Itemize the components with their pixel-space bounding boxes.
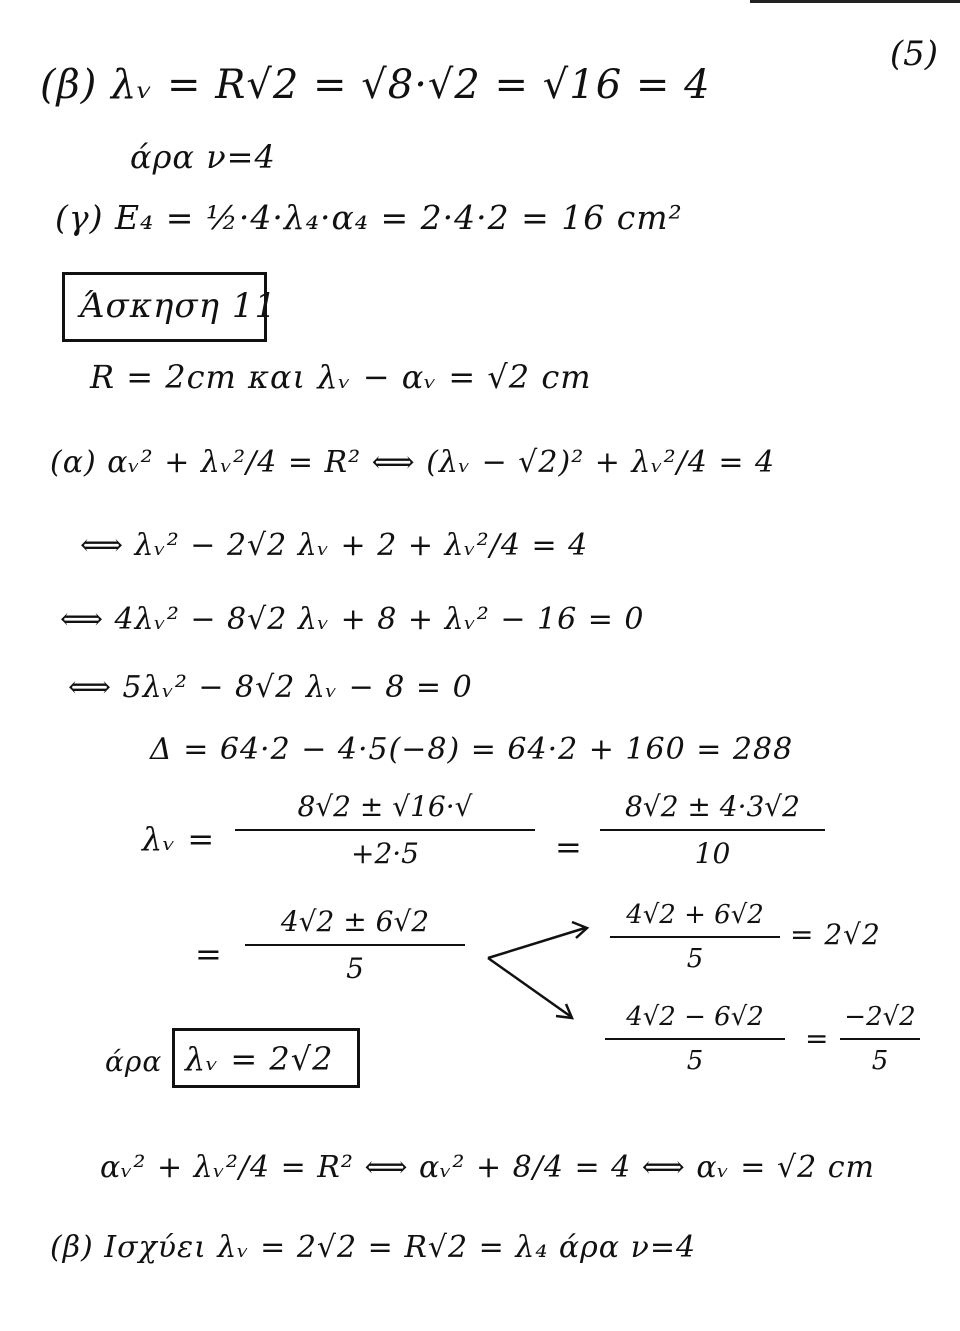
- reduced-numerator: 4√2 ± 6√2: [280, 905, 430, 938]
- equals-sign: =: [555, 828, 583, 866]
- discriminant: Δ = 64·2 − 4·5(−8) = 64·2 + 160 = 288: [150, 732, 794, 767]
- simplified-numerator: 8√2 ± 4·3√2: [625, 790, 800, 823]
- reduced-denominator: 5: [346, 952, 364, 985]
- step-a-2: ⟺ λᵥ² − 2√2 λᵥ + 2 + λᵥ²/4 = 4: [80, 528, 589, 563]
- quadratic-formula-numerator: 8√2 ± √16·√: [297, 790, 473, 823]
- fraction-bar: [605, 1038, 785, 1040]
- part-b-final: (β) Ισχύει λᵥ = 2√2 = R√2 = λ₄ άρα ν=4: [50, 1230, 697, 1265]
- negative-root-fraction: [605, 1002, 785, 1076]
- step-a-3: ⟺ 4λᵥ² − 8√2 λᵥ + 8 + λᵥ² − 16 = 0: [60, 602, 645, 637]
- part-b-conclusion: άρα ν=4: [130, 138, 276, 176]
- part-b-equation: (β) λᵥ = R√2 = √8·√2 = √16 = 4: [40, 62, 711, 108]
- negative-root-denominator: 5: [686, 1046, 704, 1076]
- page-number: (5): [889, 34, 938, 74]
- equals-sign-2: =: [195, 935, 223, 973]
- simplified-denominator: 10: [694, 837, 731, 870]
- arrow-down-line: [488, 958, 570, 1016]
- part-g-area-equation: (γ) E₄ = ½·4·λ₄·α₄ = 2·4·2 = 16 cm²: [55, 198, 683, 237]
- given-data: R = 2cm και λᵥ − αᵥ = √2 cm: [90, 358, 592, 396]
- step-a-1: (α) αᵥ² + λᵥ²/4 = R² ⟺ (λᵥ − √2)² + λᵥ²/4 = 4: [50, 445, 776, 480]
- positive-root-denominator: 5: [686, 944, 704, 974]
- positive-root-result: = 2√2: [790, 918, 881, 951]
- negative-root-numerator: 4√2 − 6√2: [626, 1002, 764, 1032]
- negative-root-result: [840, 1002, 920, 1076]
- fraction-bar: [610, 936, 780, 938]
- quadratic-formula-denominator: +2·5: [351, 837, 419, 870]
- therefore-label: άρα: [105, 1045, 163, 1078]
- equals-sign-3: =: [805, 1022, 830, 1055]
- positive-root-numerator: 4√2 + 6√2: [626, 900, 764, 930]
- final-equation: αᵥ² + λᵥ²/4 = R² ⟺ αᵥ² + 8/4 = 4 ⟺ αᵥ = √2 cm: [100, 1150, 875, 1185]
- arrow-up-line: [488, 928, 585, 958]
- positive-root-fraction: [610, 900, 780, 974]
- boxed-result: λᵥ = 2√2: [185, 1040, 334, 1078]
- exercise-title: Άσκηση 11: [80, 286, 278, 326]
- fraction-bar: [840, 1038, 920, 1040]
- negative-root-result-denominator: 5: [871, 1046, 889, 1076]
- lambda-lhs: λᵥ =: [142, 820, 216, 858]
- negative-root-result-numerator: −2√2: [844, 1002, 916, 1032]
- step-a-4: ⟺ 5λᵥ² − 8√2 λᵥ − 8 = 0: [68, 670, 473, 705]
